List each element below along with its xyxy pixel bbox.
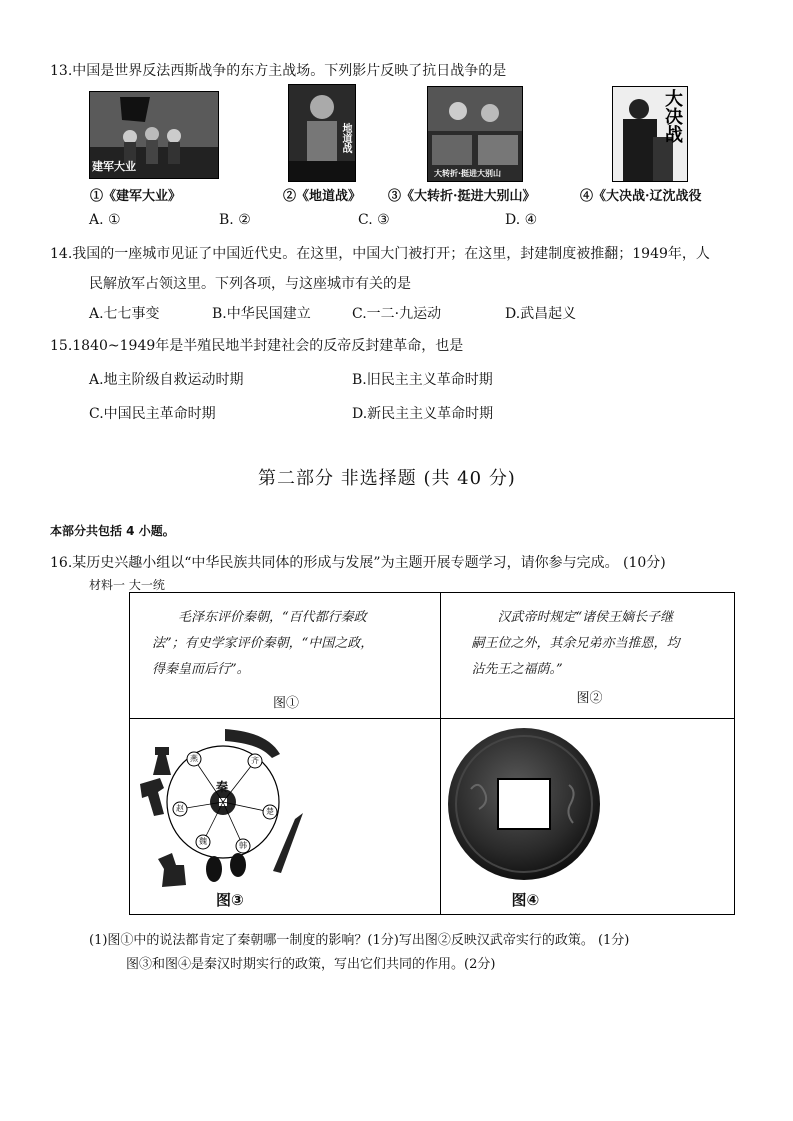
fig1-line-2: 法”；有史学家评价秦朝，“中国之政， bbox=[152, 636, 374, 651]
poster-image-1 bbox=[89, 91, 219, 179]
fig3-state-yan: 燕 bbox=[190, 754, 198, 763]
fig1-line-1: 毛泽东评价秦朝，“百代都行秦政 bbox=[178, 610, 367, 625]
q15-option-a[interactable]: A.地主阶级自救运动时期 bbox=[89, 372, 244, 388]
poster-3-overlay: 大转折·挺进大别山 bbox=[434, 169, 502, 178]
part2-note: 本部分共包括 4 小题。 bbox=[50, 524, 175, 538]
q15-option-b[interactable]: B.旧民主主义革命时期 bbox=[352, 372, 493, 388]
fig2-cell bbox=[441, 593, 735, 719]
poster-image-4 bbox=[612, 86, 688, 182]
q16-material-label: 材料一 大一统 bbox=[89, 578, 165, 592]
fig1-line-3: 得秦皇而后行”。 bbox=[152, 662, 250, 677]
material-table bbox=[129, 592, 735, 915]
poster-image-2 bbox=[288, 84, 356, 182]
fig1-quote bbox=[152, 605, 442, 683]
q16-stem: 16.某历史兴趣小组以“中华民族共同体的形成与发展”为主题开展专题学习，请你参与完成。 (10分) bbox=[50, 555, 666, 571]
fig4-cell bbox=[441, 719, 735, 915]
q15-option-d[interactable]: D.新民主主义革命时期 bbox=[352, 406, 494, 422]
q14-stem-line2: 民解放军占领这里。下列各项，与这座城市有关的是 bbox=[89, 276, 411, 292]
poster-image-3 bbox=[427, 86, 523, 182]
poster-caption-3: ③《大转折·挺进大别山》 bbox=[388, 189, 536, 204]
q16-sub1-line1: (1)图①中的说法都肯定了秦朝哪一制度的影响？(1分)写出图②反映汉武帝实行的政策。 (1分) bbox=[89, 933, 630, 948]
q13-stem: 13.中国是世界反法西斯战争的东方主战场。下列影片反映了抗日战争的是 bbox=[50, 63, 507, 79]
q14-option-d[interactable]: D.武昌起义 bbox=[505, 306, 577, 322]
fig2-label: 图② bbox=[576, 691, 603, 706]
q16-sub1-line2: 图③和图④是秦汉时期实行的政策，写出它们共同的作用。(2分) bbox=[126, 957, 496, 972]
poster-caption-4: ④《大决战·辽沈战役 bbox=[580, 189, 702, 204]
currency-unification-diagram bbox=[130, 719, 440, 913]
fig4-label: 图④ bbox=[511, 891, 540, 909]
fig2-quote bbox=[471, 605, 733, 683]
q14-option-c[interactable]: C.一二·九运动 bbox=[352, 306, 442, 322]
fig1-cell bbox=[130, 593, 441, 719]
fig3-state-chu: 楚 bbox=[266, 807, 274, 816]
poster-1-overlay: 建军大业 bbox=[92, 160, 136, 173]
fig2-line-1: 汉武帝时规定“诸侯王嫡长子继 bbox=[497, 610, 674, 625]
banliang-coin-image bbox=[441, 719, 735, 913]
fig3-state-zhao: 赵 bbox=[176, 804, 184, 813]
q15-stem: 15.1840~1949年是半殖民地半封建社会的反帝反封建革命，也是 bbox=[50, 338, 464, 354]
fig3-label: 图③ bbox=[216, 891, 244, 909]
part2-title: 第二部分 非选择题 (共 40 分) bbox=[258, 468, 516, 489]
poster-4-overlay: 大决战 bbox=[662, 89, 683, 143]
fig3-state-wei: 魏 bbox=[199, 837, 207, 846]
fig2-line-3: 沾先王之福荫。” bbox=[471, 662, 563, 677]
q14-stem-line1: 14.我国的一座城市见证了中国近代史。在这里，中国大门被打开；在这里，封建制度被推翻；1949年，人 bbox=[50, 246, 710, 262]
poster-caption-2: ②《地道战》 bbox=[283, 189, 362, 204]
q15-option-c[interactable]: C.中国民主革命时期 bbox=[89, 406, 216, 422]
fig1-label: 图① bbox=[273, 696, 300, 711]
q14-option-a[interactable]: A.七七事变 bbox=[89, 306, 160, 322]
poster-2-overlay: 地道战 bbox=[340, 123, 351, 153]
fig2-line-2: 嗣王位之外，其余兄弟亦当推恩，均 bbox=[471, 636, 680, 651]
poster-caption-1: ①《建军大业》 bbox=[90, 189, 182, 204]
fig3-state-han: 韩 bbox=[239, 841, 247, 850]
fig3-center-label: 秦 bbox=[216, 780, 229, 794]
fig3-cell bbox=[130, 719, 441, 915]
q13-option-a[interactable]: A. ① bbox=[89, 212, 121, 228]
poster-3-art bbox=[428, 87, 522, 181]
q13-option-c[interactable]: C. ③ bbox=[358, 212, 390, 228]
q14-option-b[interactable]: B.中华民国建立 bbox=[212, 306, 311, 322]
fig3-state-qi: 齐 bbox=[251, 756, 259, 765]
q13-option-b[interactable]: B. ② bbox=[219, 212, 251, 228]
q13-option-d[interactable]: D. ④ bbox=[505, 212, 538, 228]
